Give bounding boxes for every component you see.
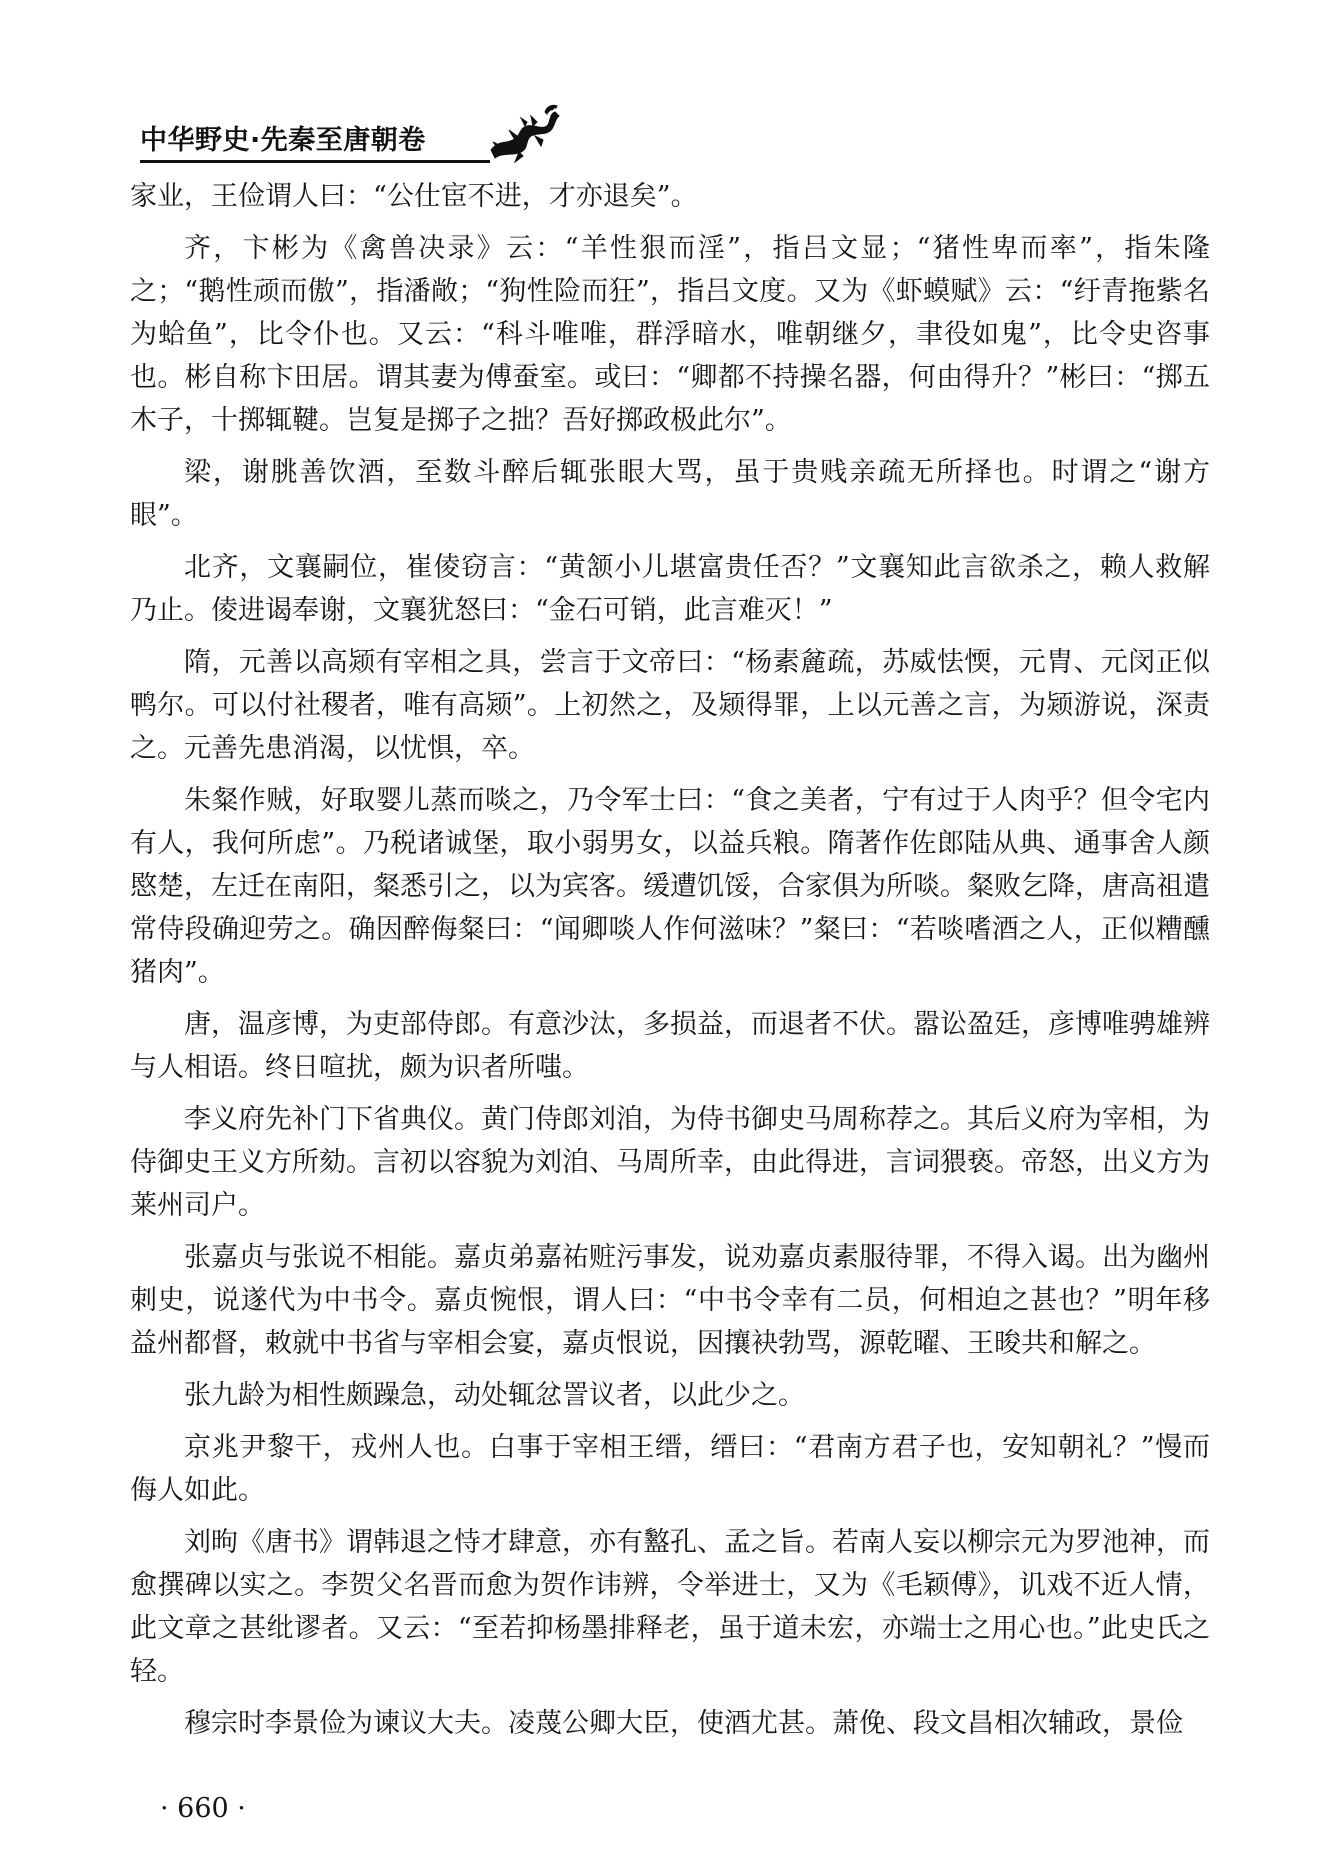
paragraph: 张九龄为相性颇躁急，动处辄忿詈议者，以此少之。 [184, 1380, 805, 1411]
paragraph: 李义府先补门下省典仪。黄门侍郎刘洎，为侍书御史马周称荐之。其后义府为宰相，为侍御史王义方所劾。言初以容貌为刘洎、马周所幸，由此得进，言词猥亵。帝怒，出义方为莱州司户。 [130, 1104, 1210, 1221]
paragraph: 京兆尹黎干，戎州人也。白事于宰相王缙，缙曰：“君南方君子也，安知朝礼？”慢而侮人如此。 [130, 1432, 1210, 1506]
paragraph: 北齐，文襄嗣位，崔倰窃言：“黄颔小儿堪富贵任否？”文襄知此言欲杀之，赖人救解乃止。倰进谒奉谢，文襄犹怒曰：“金石可销，此言难灭！” [130, 552, 1210, 626]
running-header [140, 100, 560, 170]
paragraph: 朱粲作贼，好取婴儿蒸而啖之，乃令军士曰：“食之美者，宁有过于人肉乎？但令宅内有人，我何所虑”。乃税诸诚堡，取小弱男女，以益兵粮。隋著作佐郎陆从典、通事舍人颜愍楚，左迁在南阳，粲悉引之，以为宾客。缓遭饥馁，合家俱为所啖。粲败乞降，唐高祖遣常侍段确迎劳之。确因醉侮粲曰：“闻卿啖人作何滋味？”粲曰：“若啖嗜酒之人，正似糟醺猪肉”。 [130, 785, 1210, 988]
paragraph: 刘昫《唐书》谓韩退之恃才肆意，亦有盭孔、孟之旨。若南人妄以柳宗元为罗池神，而愈撰碑以实之。李贺父名晋而愈为贺作讳辨，令举进士，又为《毛颖傅》，讥戏不近人情，此文章之甚纰谬者。又云：“至若抑杨墨排释老，虽于道未宏，亦端士之用心也。”此史氏之轻。 [130, 1527, 1210, 1687]
paragraph: 齐，卞彬为《禽兽决录》云：“羊性狠而淫”，指吕文显；“猪性卑而率”，指朱隆之；“鹅性顽而傲”，指潘敞；“狗性险而狂”，指吕文度。又为《虾蟆赋》云：“纡青拖紫名为蛤鱼”，比令仆也。又云：“科斗唯唯，群浮暗水，唯朝继夕，聿役如鬼”，比令史咨事也。彬自称卞田居。谓其妻为傅蚕室。或曰：“卿都不持操名器，何由得升？”彬曰：“掷五木子，十掷辄鞬。岂复是掷子之拙？吾好掷政极此尔”。 [130, 233, 1210, 436]
header-rule [140, 160, 490, 163]
page-body [130, 175, 1210, 1754]
paragraph: 穆宗时李景俭为谏议大夫。凌蔑公卿大臣，使酒尤甚。萧俛、段文昌相次辅政，景俭 [184, 1708, 1183, 1739]
paragraph: 唐，温彦博，为吏部侍郎。有意沙汰，多损益，而退者不伏。嚣讼盈廷，彦博唯骋雄辨与人相语。终日喧扰，颇为识者所嗤。 [130, 1009, 1210, 1083]
paragraph: 张嘉贞与张说不相能。嘉贞弟嘉祐赃污事发，说劝嘉贞素服待罪，不得入谒。出为幽州刺史，说遂代为中书令。嘉贞惋恨，谓人曰：“中书令幸有二员，何相迫之甚也？”明年移益州都督，敕就中书省与宰相会宴，嘉贞恨说，因攘袂勃骂，源乾曜、王晙共和解之。 [130, 1242, 1210, 1359]
page-number: · 660 · [160, 1793, 246, 1824]
paragraph: 家业，王俭谓人曰：“公仕宦不进，才亦退矣”。 [130, 181, 698, 212]
paragraph: 梁，谢朓善饮酒，至数斗醉后辄张眼大骂，虽于贵贱亲疏无所择也。时谓之“谢方眼”。 [130, 457, 1210, 531]
header-title: 中华野史·先秦至唐朝卷 [140, 125, 426, 156]
paragraph: 隋，元善以高颎有宰相之具，尝言于文帝曰：“杨素麄疏，苏威怯愞，元胄、元闵正似鸭尔。可以付社稷者，唯有高颎”。上初然之，及颎得罪，上以元善之言，为颎游说，深责之。元善先患消渴，以忧惧，卒。 [130, 647, 1210, 764]
dragon-icon [485, 100, 563, 164]
